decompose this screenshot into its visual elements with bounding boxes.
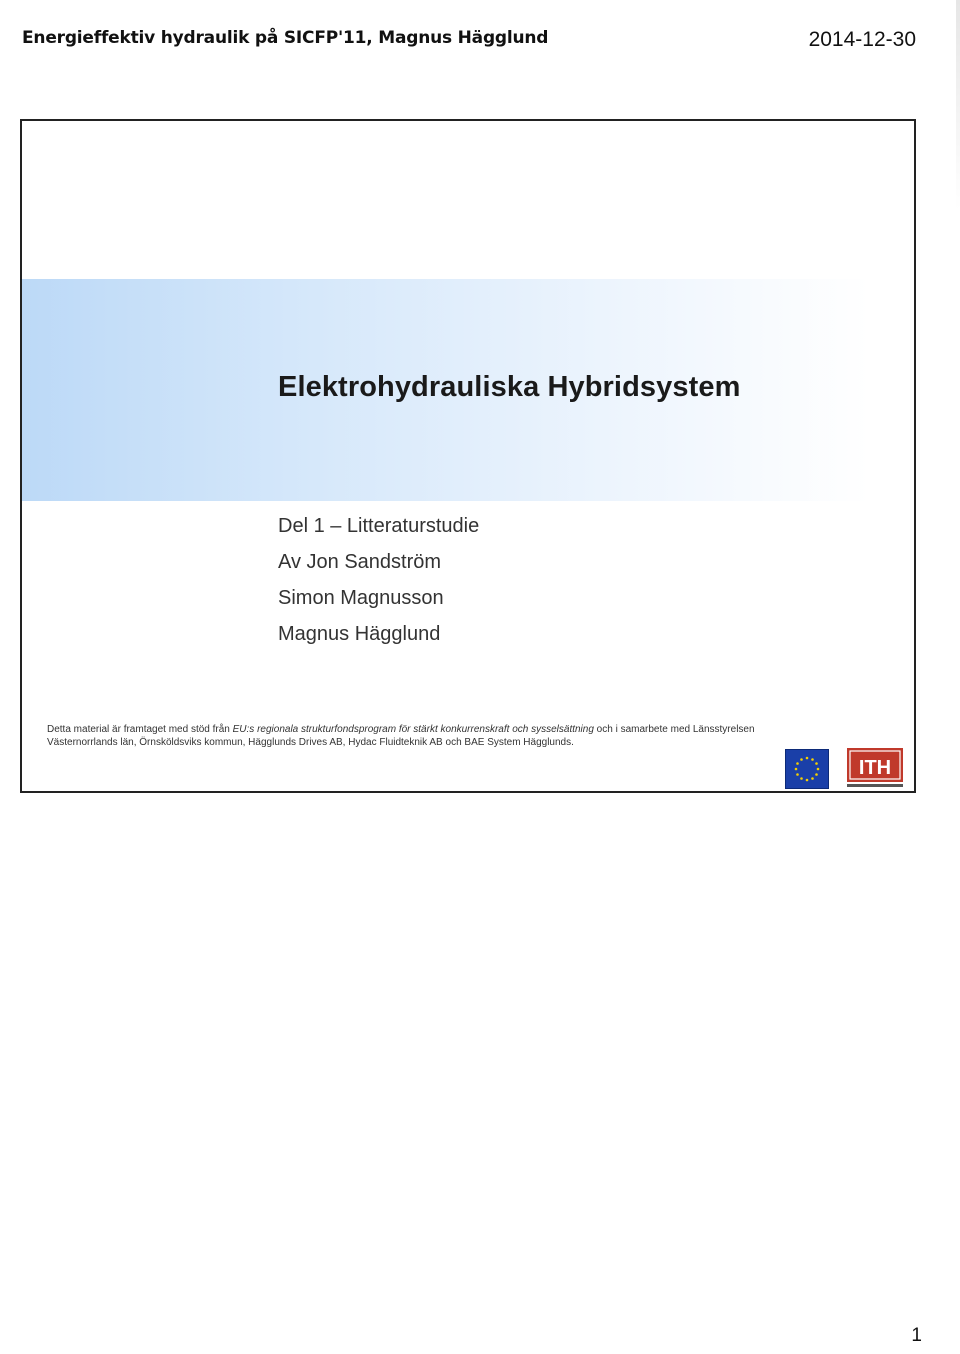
page-header-date: 2014-12-30: [808, 28, 916, 51]
subtitle-author-3: Magnus Hägglund: [278, 623, 441, 645]
ith-logo-icon: [847, 748, 903, 788]
eu-flag-icon: [785, 749, 829, 789]
funding-program-name: EU:s regionala strukturfondsprogram för stärkt konkurrenskraft och sysselsättning: [232, 724, 594, 735]
slide-title: Elektrohydrauliska Hybridsystem: [278, 371, 741, 403]
slide-frame: [20, 119, 916, 793]
funding-text-end: och i samarbete med Länsstyrelsen Västernorrlands län, Örnsköldsviks kommun, Hägglunds Drives AB, Hydac Fluidteknik AB och BAE System Hägglunds.: [47, 724, 755, 748]
funding-text-start: Detta material är framtaget med stöd från: [47, 724, 233, 735]
funding-statement: [47, 723, 777, 749]
subtitle-author-2: Simon Magnusson: [278, 587, 444, 609]
scan-edge-shadow: [956, 0, 960, 210]
subtitle-author-1: Av Jon Sandström: [278, 551, 442, 573]
page-number: 1: [911, 1325, 922, 1346]
ith-logo-text: ITH: [858, 757, 892, 779]
page-header-title: Energieffektiv hydraulik på SICFP'11, Magnus Hägglund: [22, 28, 549, 48]
subtitle-part: Del 1 – Litteraturstudie: [278, 515, 480, 537]
